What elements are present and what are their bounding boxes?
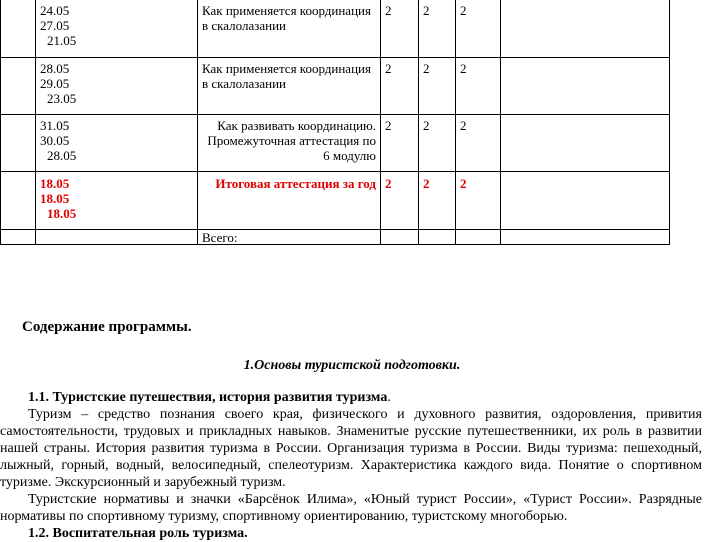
table-border — [0, 244, 670, 245]
date-cell: 23.05 — [47, 91, 77, 106]
paragraph: Туристские нормативы и значки «Барсёнок Илима», «Юный турист России», «Турист России». Разрядные нормативы по спортивному туризму, спортивному ориентированию, туристскому многоборью. — [0, 492, 702, 524]
hours-cell: 2 — [460, 61, 467, 76]
date-cell: 21.05 — [47, 33, 77, 48]
topic-cell: Как применяется координация в скалолазании — [202, 61, 371, 91]
table-border — [669, 0, 670, 245]
table-row — [40, 3, 76, 48]
date-cell: 18.05 — [40, 176, 70, 191]
hours-cell: 2 — [460, 176, 467, 191]
date-cell: 24.05 — [40, 3, 70, 18]
hours-cell: 2 — [460, 118, 467, 133]
subsection-title: 1.2. Воспитательная роль туризма. — [28, 526, 248, 541]
table-border — [0, 0, 1, 245]
table-row — [40, 118, 76, 163]
date-cell: 28.05 — [40, 61, 70, 76]
topic-cell: Итоговая аттестация за год — [215, 176, 376, 191]
date-cell: 27.05 — [40, 18, 70, 33]
hours-cell: 2 — [385, 3, 392, 18]
hours-cell: 2 — [423, 3, 430, 18]
hours-cell: 2 — [423, 118, 430, 133]
hours-cell: 2 — [423, 176, 430, 191]
hours-cell: 2 — [385, 118, 392, 133]
total-label: Всего: — [202, 230, 238, 245]
subsection-title-text: 1.1. Туристские путешествия, история развития туризма — [28, 390, 388, 405]
table-border — [500, 0, 501, 245]
date-cell: 29.05 — [40, 76, 70, 91]
date-cell: 31.05 — [40, 118, 70, 133]
paragraph: Туризм – средство познания своего края, физического и духовного развития, оздоровления, привития самостоятельности, трудовых и прикладных навыков. Знаменитые русские путешественники, их роль в развитии нашей страны. История развития туризма в России. Организация туризма в России. Виды туризма: пешеходный, лыжный, горный, водный, велосипедный, спелеотуризм. Характеристика каждого вида. Понятие о спортивном туризме. Экскурсионный и зарубежный туризм. — [0, 407, 702, 490]
table-border — [0, 57, 670, 58]
table-border — [0, 229, 670, 230]
topic-cell: Как развивать координацию. Промежуточная аттестация по 6 модулю — [207, 118, 376, 163]
table-row — [40, 61, 76, 106]
table-border — [35, 0, 36, 245]
table-border — [455, 0, 456, 245]
subsection-title — [0, 389, 702, 406]
hours-cell: 2 — [460, 3, 467, 18]
date-cell: 18.05 — [47, 206, 77, 221]
subsection-title-end: . — [387, 390, 391, 405]
table-border — [0, 171, 670, 172]
table-border — [418, 0, 419, 245]
date-cell: 18.05 — [40, 191, 70, 206]
table-border — [380, 0, 381, 245]
date-cell: 28.05 — [47, 148, 77, 163]
table-border — [197, 0, 198, 245]
table-border — [0, 114, 670, 115]
hours-cell: 2 — [385, 61, 392, 76]
topic-cell: Как применяется координация в скалолазании — [202, 3, 371, 33]
page-title: Содержание программы. — [22, 319, 192, 335]
hours-cell: 2 — [385, 176, 392, 191]
section-title: 1.Основы туристской подготовки. — [243, 358, 461, 373]
table-row — [40, 176, 76, 221]
date-cell: 30.05 — [40, 133, 70, 148]
hours-cell: 2 — [423, 61, 430, 76]
